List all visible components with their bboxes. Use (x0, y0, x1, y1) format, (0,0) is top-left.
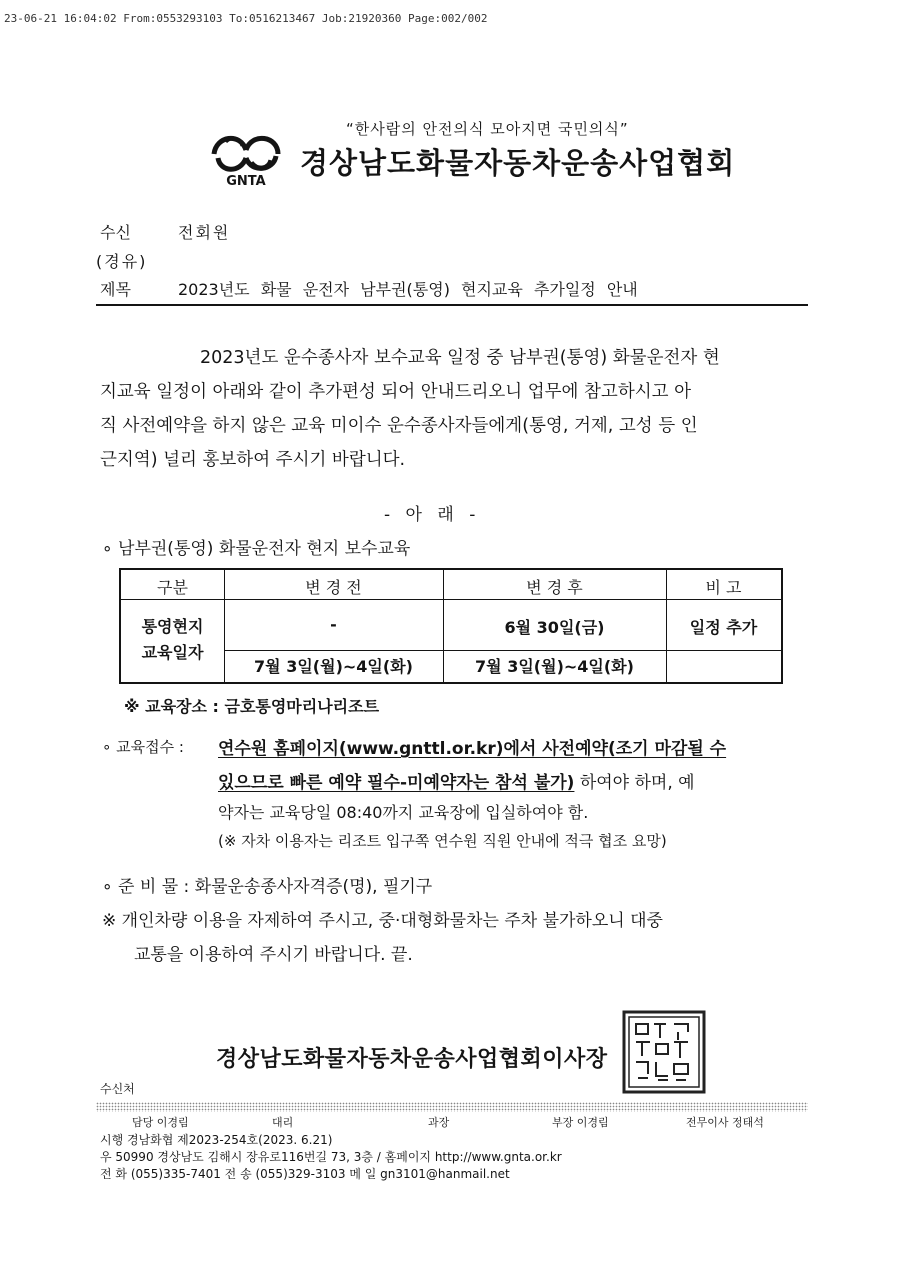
cell-remarks-1: 일정 추가 (689, 618, 758, 637)
cell-after-1: 6월 30일(금) (504, 618, 605, 637)
approval-general-manager: 부장 이경림 (552, 1116, 609, 1129)
cell-before-2: 7월 3일(월)~4일(화) (254, 657, 413, 676)
row-label-line-1: 통영현지 (141, 617, 204, 636)
table-header-category: 구분 (157, 578, 188, 597)
registration-line-2-rest: 하여야 하며, 예 (574, 773, 695, 793)
body-line-2: 지교육 일정이 아래와 같이 추가편성 되어 안내드리오니 업무에 참고하시고 아 (100, 382, 692, 402)
logo-text: GNTA (226, 174, 266, 188)
body-line-1: 2023년도 운수종사자 보수교육 일정 중 남부권(통영) 화물운전자 현 (200, 348, 720, 368)
slogan: “한사람의 안전의식 모아지면 국민의식” (346, 120, 629, 138)
recipient-value: 전회원 (178, 223, 231, 242)
subject-label: 제목 (100, 280, 131, 299)
contact-info: 전 화 (055)335-7401 전 송 (055)329-3103 메 일 gn3101@hanmail.net (100, 1167, 510, 1181)
subject-value: 2023년도 화물 운전자 남부권(통영) 현지교육 추가일정 안내 (178, 280, 638, 299)
recipient-label: 수신 (100, 223, 131, 242)
approval-executive-director: 전무이사 정태석 (686, 1116, 764, 1129)
approval-assistant-manager: 대리 (272, 1116, 294, 1129)
registration-line-3: 약자는 교육당일 08:40까지 교육장에 입실하여야 함. (218, 803, 589, 822)
organization-name: 경상남도화물자동차운송사업협회 (300, 146, 736, 180)
address: 우 50990 경상남도 김해시 장유로116번길 73, 3층 / 홈페이지 http://www.gnta.or.kr (100, 1150, 562, 1164)
registration-line-4: (※ 자차 이용자는 리조트 입구쪽 연수원 직원 안내에 적극 협조 요망) (218, 832, 667, 850)
registration-line-1: 연수원 홈페이지(www.gnttl.or.kr)에서 사전예약(조기 마감될 수 (218, 739, 727, 759)
table-header-remarks: 비 고 (705, 578, 742, 597)
schedule-table (119, 568, 783, 684)
warning-line-1: ※ 개인차량 이용을 자제하여 주시고, 중·대형화물차는 주차 불가하오니 대중 (102, 911, 663, 931)
below-heading: - 아 래 - (384, 505, 476, 525)
cell-before-1: - (330, 615, 337, 634)
footer-band (96, 1102, 808, 1112)
via-label: (경유) (96, 252, 148, 271)
body-line-3: 직 사전예약을 하지 않은 교육 미이수 운수종사자들에게(통영, 거제, 고성 등 인 (100, 416, 698, 436)
warning-line-2: 교통을 이용하여 주시기 바랍니다. 끝. (134, 945, 413, 965)
document-number: 시행 경남화협 제2023-254호(2023. 6.21) (100, 1133, 333, 1147)
body-line-4: 근지역) 널리 홍보하여 주시기 바랍니다. (100, 450, 406, 470)
approval-manager: 과장 (428, 1116, 450, 1129)
gnta-logo (206, 128, 286, 188)
table-header-after: 변 경 후 (526, 578, 583, 597)
table-header-before: 변 경 전 (305, 578, 362, 597)
issuer-signature: 경상남도화물자동차운송사업협회이사장 (216, 1047, 608, 1072)
header-divider (96, 304, 808, 306)
registration-line-2-emphasis: 있으므로 빠른 예약 필수-미예약자는 참석 불가) (218, 773, 575, 793)
preparation-items: ∘ 준 비 물 : 화물운송종사자격증(명), 필기구 (102, 877, 433, 897)
row-label-line-2: 교육일자 (141, 643, 204, 662)
approval-staff: 담당 이경림 (132, 1116, 189, 1129)
registration-label: ∘ 교육접수 : (102, 738, 184, 756)
recipients-list-label: 수신처 (100, 1082, 135, 1096)
fax-header: 23-06-21 16:04:02 From:0553293103 To:0516213467 Job:21920360 Page:002/002 (4, 12, 488, 25)
official-seal (622, 1010, 706, 1094)
section-education: ∘ 남부권(통영) 화물운전자 현지 보수교육 (102, 539, 411, 559)
education-place: ※ 교육장소 : 금호통영마리나리조트 (124, 697, 380, 716)
cell-after-2: 7월 3일(월)~4일(화) (475, 657, 634, 676)
